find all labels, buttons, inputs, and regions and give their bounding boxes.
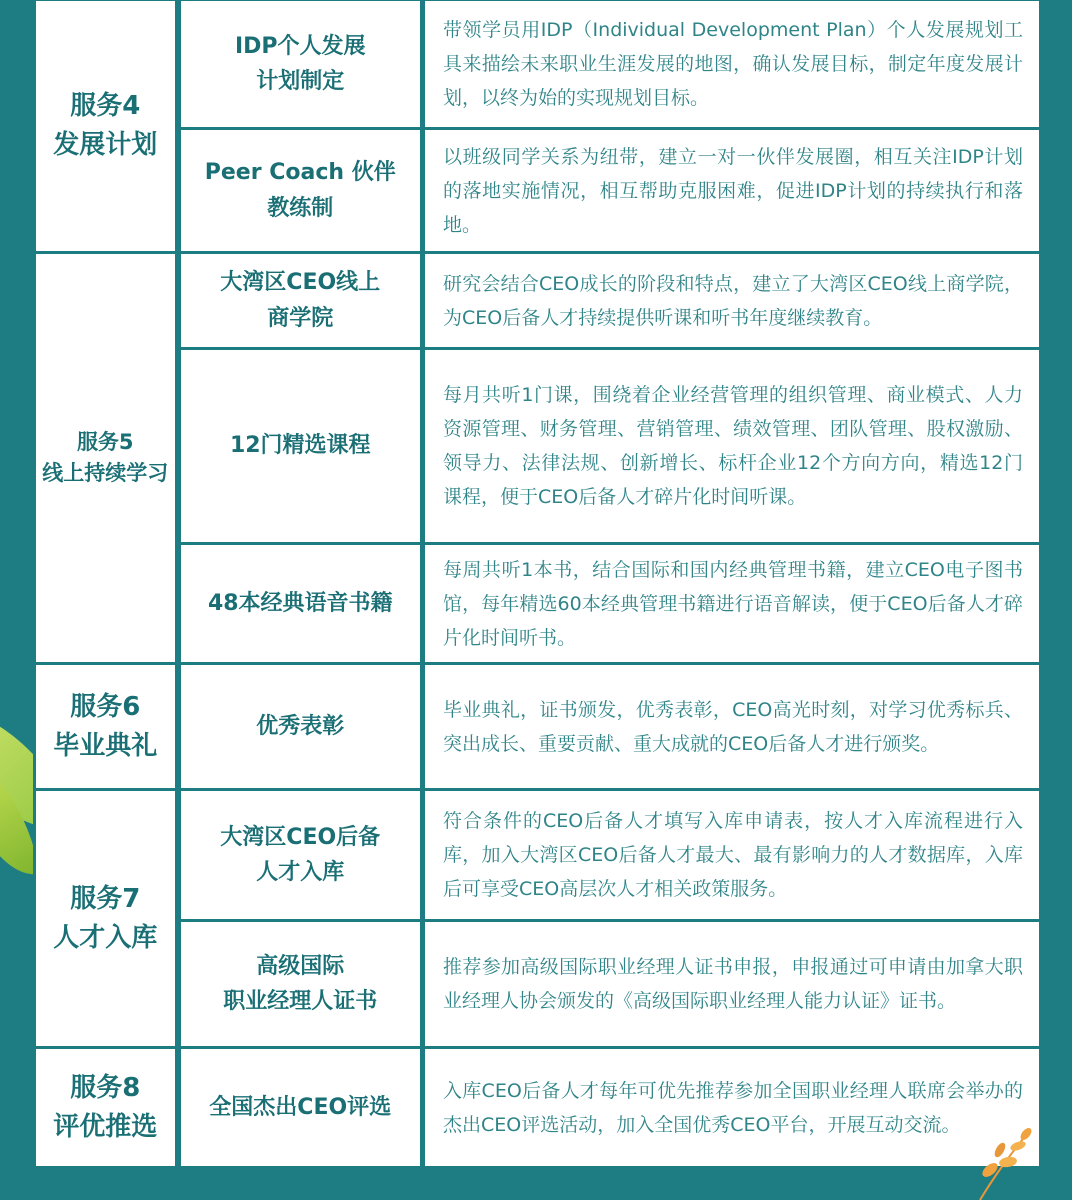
item-cell [178,921,423,1048]
item-title: 12门精选课程 [229,433,371,459]
item-title: 职业经理人证书 [223,989,378,1014]
item-cell [178,349,423,544]
service-number: 服务5 [76,429,134,454]
table-row [35,349,1041,544]
service-title: 毕业典礼 [53,730,158,761]
service-title: 评优推选 [53,1111,158,1142]
item-title: IDP个人发展 [234,33,366,59]
table-row [35,129,1041,253]
service-title: 发展计划 [53,130,158,160]
service-number: 服务7 [70,883,141,914]
item-cell [178,129,423,253]
item-description: 每月共听1门课，围绕着企业经营管理的组织管理、商业模式、人力资源管理、财务管理、营销管理、绩效管理、团队管理、股权激励、领导力、法律法规、创新增长、标杆企业12个方向方向，精选12门课程，便于CEO后备人才碎片化时间听课。 [423,349,1041,544]
item-cell [178,0,423,129]
service-title: 人才入库 [53,922,158,953]
item-cell [178,664,423,790]
item-title: 全国杰出CEO评选 [209,1094,392,1120]
service-title: 线上持续学习 [42,461,169,485]
service-cell [35,790,178,1048]
item-description: 入库CEO后备人才每年可优先推荐参加全国职业经理人联席会举办的杰出CEO评选活动，加入全国优秀CEO平台，开展互动交流。 [423,1048,1041,1168]
service-number: 服务4 [70,91,141,121]
service-cell [35,0,178,253]
item-description: 符合条件的CEO后备人才填写入库申请表，按人才入库流程进行入库，加入大湾区CEO后备人才最大、最有影响力的人才数据库，入库后可享受CEO高层次人才相关政策服务。 [423,790,1041,921]
item-cell [178,253,423,349]
service-table [33,0,1042,1169]
item-title: 高级国际 [256,953,345,979]
leaf-sprig-icon [960,1120,1050,1200]
item-description: 以班级同学关系为纽带，建立一对一伙伴发展圈，相互关注IDP计划的落地实施情况，相互帮助克服困难，促进IDP计划的持续执行和落地。 [423,129,1041,253]
table-row [35,1048,1041,1168]
table-row [35,0,1041,129]
item-title: 48本经典语音书籍 [207,590,393,616]
item-title: 计划制定 [256,69,345,94]
item-description: 研究会结合CEO成长的阶段和特点，建立了大湾区CEO线上商学院，为CEO后备人才持续提供听课和听书年度继续教育。 [423,253,1041,349]
item-title: Peer Coach 伙伴 [204,160,396,186]
table-row [35,544,1041,664]
item-description: 每周共听1本书，结合国际和国内经典管理书籍，建立CEO电子图书馆，每年精选60本经典管理书籍进行语音解读，便于CEO后备人才碎片化时间听书。 [423,544,1041,664]
service-cell [35,1048,178,1168]
item-description: 毕业典礼，证书颁发，优秀表彰，CEO高光时刻，对学习优秀标兵、突出成长、重要贡献、重大成就的CEO后备人才进行颁奖。 [423,664,1041,790]
service-cell [35,664,178,790]
table-row [35,253,1041,349]
service-cell [35,253,178,664]
item-title: 教练制 [267,195,334,221]
item-cell [178,1048,423,1168]
item-cell [178,790,423,921]
table-row [35,921,1041,1048]
table-row [35,790,1041,921]
item-title: 优秀表彰 [256,713,345,739]
item-title: 商学院 [267,305,334,331]
item-title: 大湾区CEO线上 [220,270,381,296]
service-number: 服务6 [70,691,141,722]
item-description: 带领学员用IDP（Individual Development Plan）个人发展规划工具来描绘未来职业生涯发展的地图，确认发展目标，制定年度发展计划，以终为始的实现规划目标。 [423,0,1041,129]
item-cell [178,544,423,664]
item-title: 人才入库 [256,860,345,885]
table-row [35,664,1041,790]
service-number: 服务8 [70,1072,141,1103]
item-description: 推荐参加高级国际职业经理人证书申报，申报通过可申请由加拿大职业经理人协会颁发的《高级国际职业经理人能力认证》证书。 [423,921,1041,1048]
item-title: 大湾区CEO后备 [220,824,381,850]
